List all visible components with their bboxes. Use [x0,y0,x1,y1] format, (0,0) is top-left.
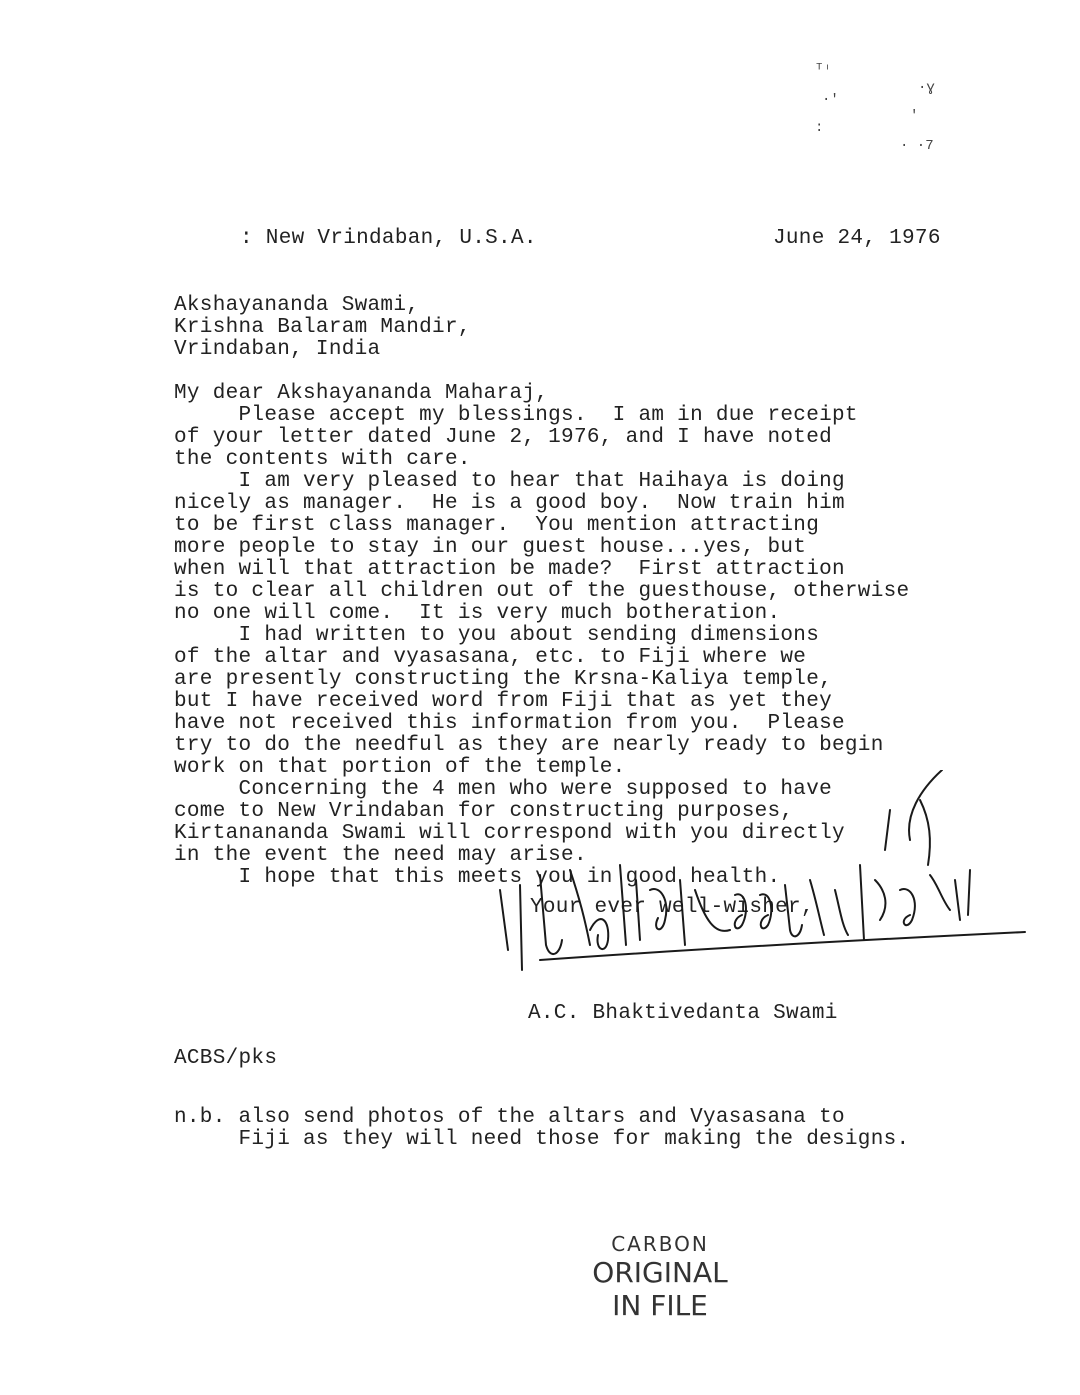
scan-speck: · ·7 [900,138,934,154]
signatory-name: A.C. Bhaktivedanta Swami [528,1002,838,1025]
postscript-line: n.b. also send photos of the altars and Vyasasana to [174,1106,845,1129]
body-line: work on that portion of the temple. [174,756,626,779]
typist-initials: ACBS/pks [174,1047,278,1070]
letter-location: : New Vrindaban, U.S.A. [240,227,537,250]
body-line: the contents with care. [174,448,471,471]
recipient-line: Akshayananda Swami, [174,294,420,317]
recipient-line: Krishna Balaram Mandir, [174,316,471,339]
body-line: have not received this information from you. Please [174,712,845,735]
body-line: in the event the need may arise. [174,844,587,867]
body-line: but I have received word from Fiji that as yet they [174,690,833,713]
scan-speck: ' [910,108,919,124]
body-line: no one will come. It is very much botheration. [174,602,781,625]
postscript-line: Fiji as they will need those for making the designs. [174,1128,910,1151]
scan-speck: ·' [822,92,839,108]
body-line: try to do the needful as they are nearly ready to begin [174,734,884,757]
stamp-line: CARBON [611,1232,709,1256]
body-line: I hope that this meets you in good health. [174,866,781,889]
body-line: come to New Vrindaban for constructing purposes, [174,800,794,823]
body-line: I had written to you about sending dimensions [174,624,820,647]
body-line: are presently constructing the Krsna-Kaliya temple, [174,668,833,691]
closing: Your ever well-wisher, [530,896,814,919]
body-line: of your letter dated June 2, 1976, and I have noted [174,426,833,449]
body-line: of the altar and vyasasana, etc. to Fiji where we [174,646,807,669]
body-line: I am very pleased to hear that Haihaya is doing [174,470,845,493]
body-line: Concerning the 4 men who were supposed to have [174,778,833,801]
body-line: is to clear all children out of the guesthouse, otherwise [174,580,910,603]
body-line: to be first class manager. You mention attracting [174,514,820,537]
body-line: more people to stay in our guest house...yes, but [174,536,807,559]
salutation: My dear Akshayananda Maharaj, [174,382,549,405]
body-line: Kirtanananda Swami will correspond with you directly [174,822,845,845]
body-line: Please accept my blessings. I am in due receipt [174,404,858,427]
stamp-line: IN FILE [612,1289,708,1322]
scan-speck: : [815,120,824,136]
body-line: nicely as manager. He is a good boy. Now train him [174,492,845,515]
recipient-line: Vrindaban, India [174,338,381,361]
body-line: when will that attraction be made? First attraction [174,558,845,581]
scan-speck: ·ɣ [918,80,935,96]
handwritten-signature [480,770,1040,990]
stamp-line: ORIGINAL [592,1256,728,1289]
letter-date: June 24, 1976 [773,227,941,250]
scan-speck: ᵀᶦ [815,62,832,78]
